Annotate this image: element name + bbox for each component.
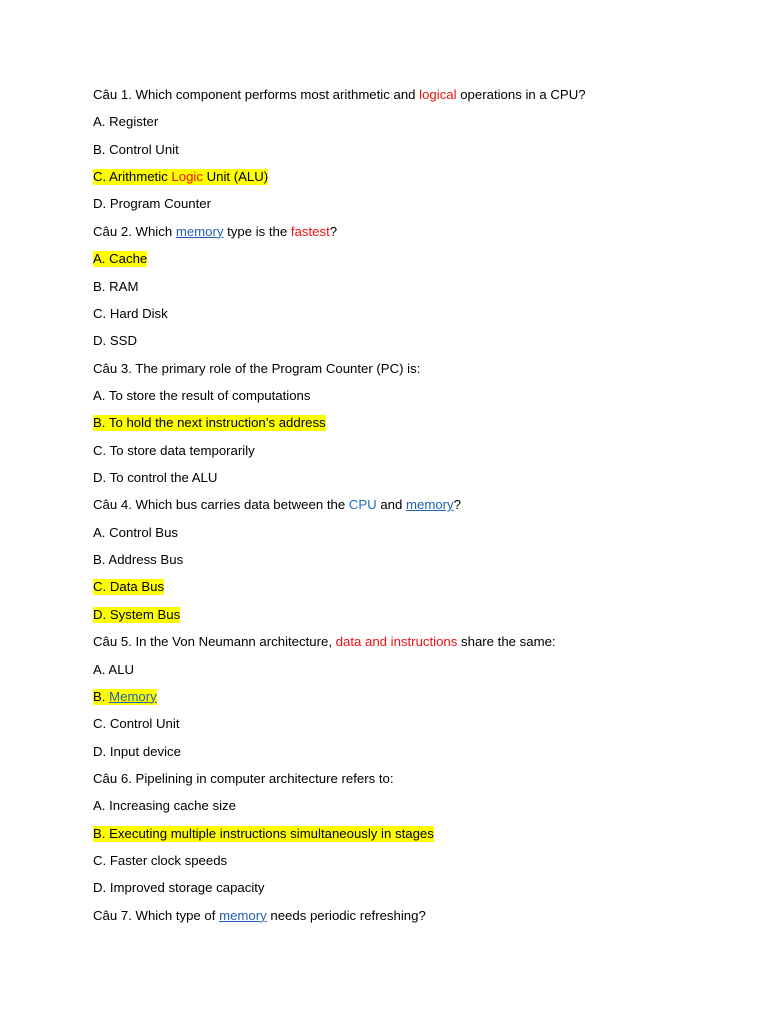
text-span: A. Cache — [93, 251, 148, 267]
text-span: A. ALU — [93, 661, 135, 677]
answer-option-line — [93, 167, 693, 194]
line-text — [93, 306, 168, 321]
answer-option-line — [93, 331, 693, 358]
answer-option-line — [93, 742, 693, 769]
text-span: B. Executing multiple instructions simultaneously in stages — [93, 825, 434, 841]
line-text — [93, 497, 461, 512]
line-text — [93, 388, 310, 403]
red-text-span: Logic — [171, 169, 203, 185]
text-span: B. Address Bus — [93, 552, 184, 568]
highlighted-answer — [93, 607, 180, 623]
line-text — [93, 634, 556, 649]
answer-option-line — [93, 714, 693, 741]
red-text-span: fastest — [290, 223, 330, 239]
text-span: Câu 6. Pipelining in computer architecture refers to: — [93, 770, 394, 786]
text-span: Câu 3. The primary role of the Program Counter (PC) is: — [93, 360, 421, 376]
highlighted-answer — [93, 169, 268, 185]
memory-link[interactable]: memory — [175, 223, 224, 239]
text-span: B. Control Unit — [93, 141, 179, 157]
answer-option-line — [93, 112, 693, 139]
answer-option-line — [93, 441, 693, 468]
question-line — [93, 359, 693, 386]
text-span: needs periodic refreshing? — [266, 907, 426, 923]
text-span: A. To store the result of computations — [93, 387, 311, 403]
question-line — [93, 85, 693, 112]
text-span: operations in a CPU? — [456, 87, 586, 102]
answer-option-line — [93, 660, 693, 687]
red-text-span: data and instructions — [335, 634, 458, 650]
answer-option-line — [93, 824, 693, 851]
highlighted-answer — [93, 689, 157, 705]
answer-option-line — [93, 304, 693, 331]
text-span: B. RAM — [93, 278, 139, 294]
text-span: A. Register — [93, 114, 159, 130]
text-span: C. Control Unit — [93, 716, 180, 732]
text-span: A. Increasing cache size — [93, 798, 236, 814]
answer-option-line — [93, 851, 693, 878]
text-span: Câu 7. Which type of — [93, 907, 220, 923]
line-text — [93, 798, 236, 813]
line-text — [93, 87, 586, 102]
text-span: type is the — [223, 223, 291, 239]
line-text — [93, 525, 178, 540]
question-line — [93, 222, 693, 249]
answer-option-line — [93, 523, 693, 550]
text-span: share the same: — [457, 634, 556, 650]
answer-option-line — [93, 249, 693, 276]
line-text — [93, 662, 134, 677]
answer-option-line — [93, 687, 693, 714]
answer-option-line — [93, 468, 693, 495]
line-text — [93, 361, 420, 376]
text-span: B. — [93, 688, 110, 704]
answer-option-line — [93, 878, 693, 905]
answer-option-line — [93, 577, 693, 604]
text-span: D. Program Counter — [93, 196, 211, 212]
answer-option-line — [93, 796, 693, 823]
memory-link[interactable]: Memory — [109, 688, 157, 704]
answer-option-line — [93, 140, 693, 167]
text-span: Câu 2. Which — [93, 223, 176, 239]
text-span: D. To control the ALU — [93, 470, 218, 486]
highlighted-answer — [93, 826, 434, 842]
question-line — [93, 495, 693, 522]
answer-option-line — [93, 550, 693, 577]
answer-option-line — [93, 386, 693, 413]
text-span: C. Data Bus — [93, 579, 165, 595]
text-span: C. Hard Disk — [93, 305, 168, 321]
text-span: C. Arithmetic — [93, 169, 172, 185]
line-text — [93, 552, 183, 567]
question-line — [93, 906, 693, 933]
red-text-span: logical — [419, 87, 457, 102]
answer-option-line — [93, 277, 693, 304]
answer-option-line — [93, 413, 693, 440]
memory-link[interactable]: memory — [406, 497, 454, 513]
text-span: D. SSD — [93, 333, 137, 349]
line-text — [93, 470, 217, 485]
line-text — [93, 880, 265, 895]
line-text — [93, 114, 158, 129]
highlighted-answer — [93, 579, 164, 595]
line-text — [93, 716, 179, 731]
text-span: D. System Bus — [93, 606, 181, 622]
line-text — [93, 443, 255, 458]
line-text — [93, 771, 394, 786]
text-span: Câu 5. In the Von Neumann architecture, — [93, 634, 336, 650]
answer-option-line — [93, 194, 693, 221]
line-text — [93, 744, 181, 759]
line-text — [93, 333, 137, 348]
text-span: C. Faster clock speeds — [93, 853, 228, 869]
text-span: ? — [453, 497, 461, 513]
text-span: D. Input device — [93, 743, 181, 759]
memory-link[interactable]: memory — [219, 907, 267, 923]
text-span: ? — [329, 223, 338, 239]
text-span: Câu 1. Which component performs most arithmetic and — [93, 87, 420, 102]
text-span: Unit (ALU) — [202, 169, 269, 185]
question-line — [93, 632, 693, 659]
document-body — [93, 85, 693, 933]
highlighted-answer — [93, 251, 147, 267]
text-span: and — [376, 497, 407, 513]
text-span: Câu 4. Which bus carries data between the — [93, 497, 349, 513]
text-span: A. Control Bus — [93, 524, 179, 540]
answer-option-line — [93, 605, 693, 632]
question-line — [93, 769, 693, 796]
line-text — [93, 853, 227, 868]
line-text — [93, 196, 211, 211]
line-text — [93, 224, 337, 239]
text-span: B. To hold the next instruction’s address — [93, 415, 326, 431]
highlighted-answer — [93, 415, 326, 431]
blue-text-span: CPU — [348, 497, 377, 513]
line-text — [93, 279, 138, 294]
line-text — [93, 142, 179, 157]
text-span: D. Improved storage capacity — [93, 880, 265, 896]
line-text — [93, 908, 426, 923]
text-span: C. To store data temporarily — [93, 442, 255, 458]
